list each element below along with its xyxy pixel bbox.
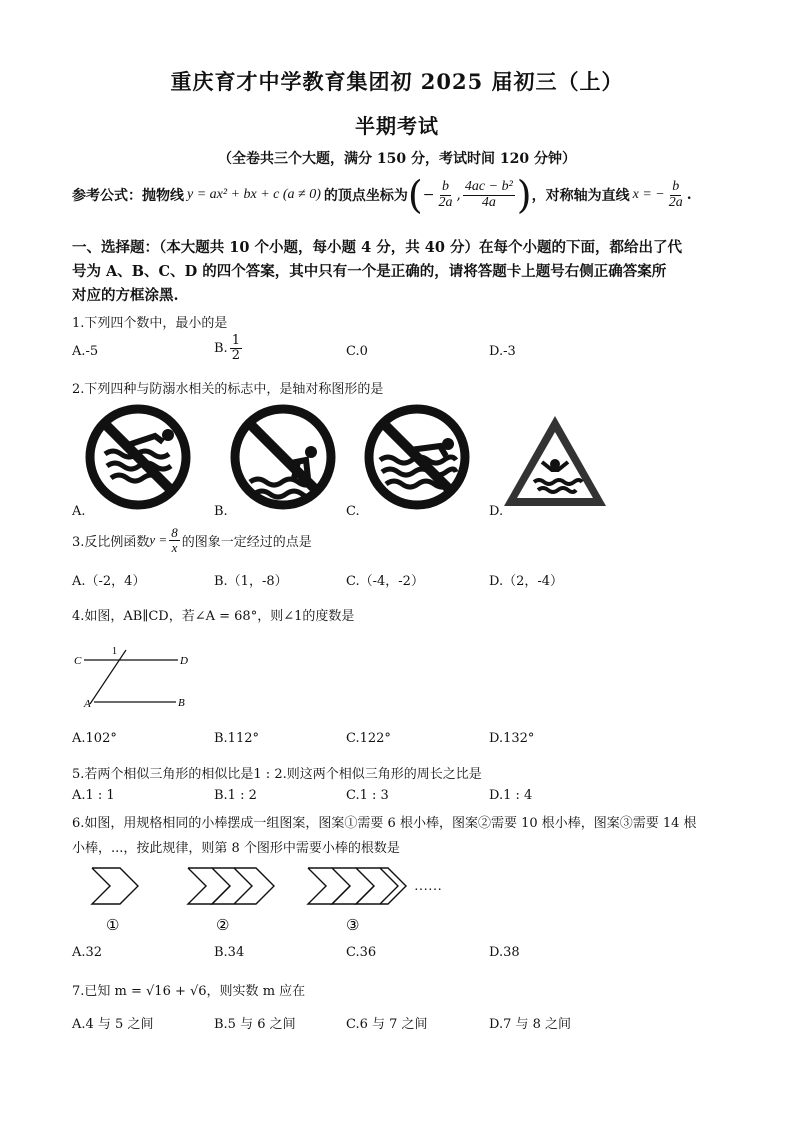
exam-note: （全卷共三个大题，满分 150 分，考试时间 120 分钟） — [218, 151, 576, 167]
q3-option-b[interactable]: B.（1，-8） — [214, 574, 288, 589]
q5-stem: 5.若两个相似三角形的相似比是1 : 2.则这两个相似三角形的周长之比是 — [72, 767, 482, 782]
q3-stem: 3.反比例函数 y = $\frac{8}{x}$ 的图象一定经过的点是 — [72, 525, 312, 555]
label-a: A — [84, 698, 91, 710]
q4-option-d[interactable]: D.132° — [489, 731, 535, 746]
q6-chevron-pattern-figure — [88, 866, 458, 936]
label-c: C — [74, 655, 82, 667]
exam-title: 重庆育才中学教育集团初 2025 届初三（上） — [170, 69, 624, 94]
no-swimming-sign-icon — [362, 402, 472, 514]
q5-option-d[interactable]: D.1 : 4 — [489, 788, 533, 803]
q1-option-b[interactable]: B. $\frac{1}{2}$ — [214, 333, 240, 363]
q6-option-c[interactable]: C.36 — [346, 945, 377, 960]
q7-option-b[interactable]: B.5 与 6 之间 — [214, 1017, 296, 1032]
no-swimming-sign-icon — [85, 402, 195, 514]
q5-option-b[interactable]: B.1 : 2 — [214, 788, 257, 803]
q6-dots: …… — [414, 879, 442, 894]
section-1-instructions: 一、选择题：（本大题共 10 个小题，每小题 4 分，共 40 分）在每个小题的下面，都给出了代 号为 A、B、C、D 的四个答案，其中只有一个是正确的，请将答题卡上题号右侧正确答案所 对应的方框涂黑. — [72, 239, 682, 304]
q7-stem: 7.已知 m = √16 + √6，则实数 m 应在 — [72, 984, 306, 999]
q6-label-2: ② — [216, 918, 230, 934]
q2-option-c[interactable]: C. — [346, 504, 360, 519]
label-angle-1: 1 — [112, 646, 117, 657]
q4-parallel-lines-figure — [70, 642, 200, 712]
q7-option-d[interactable]: D.7 与 8 之间 — [489, 1017, 572, 1032]
q6-option-a[interactable]: A.32 — [72, 945, 103, 960]
q4-option-a[interactable]: A.102° — [72, 731, 117, 746]
label-d: D — [180, 655, 188, 667]
q1-option-a[interactable]: A.-5 — [72, 344, 99, 359]
q4-option-c[interactable]: C.122° — [346, 731, 391, 746]
label-b: B — [178, 697, 185, 709]
q6-option-d[interactable]: D.38 — [489, 945, 520, 960]
q3-option-c[interactable]: C.（-4，-2） — [346, 574, 424, 589]
no-diving-sign-icon — [228, 402, 338, 514]
q6-label-1: ① — [106, 918, 120, 934]
q6-label-3: ③ — [346, 918, 360, 934]
q3-option-a[interactable]: A.（-2，4） — [72, 574, 146, 589]
q4-option-b[interactable]: B.112° — [214, 731, 259, 746]
reference-formula: 参考公式：抛物线 y = ax² + bx + c (a ≠ 0) 的顶点坐标为 ( − $\frac{b}{2a}$ , $\frac{\text{4ac − b²}}{4a}$ ) ，对称轴为直线 x = − $\frac{b}{2a}$ . — [72, 173, 692, 217]
q1-stem: 1.下列四个数中，最小的是 — [72, 316, 228, 331]
q2-option-b[interactable]: B. — [214, 504, 228, 519]
drowning-warning-triangle-icon — [500, 412, 610, 512]
q7-option-a[interactable]: A.4 与 5 之间 — [72, 1017, 154, 1032]
q3-option-d[interactable]: D.（2，-4） — [489, 574, 564, 589]
q2-option-a[interactable]: A. — [72, 504, 86, 519]
q1-option-c[interactable]: C.0 — [346, 344, 368, 359]
q6-stem: 6.如图，用规格相同的小棒摆成一组图案，图案①需要 6 根小棒，图案②需要 10 根小棒，图案③需要 14 根 小棒，...，按此规律，则第 8 个图形中需要小棒的根数是 — [72, 816, 697, 856]
q5-option-a[interactable]: A.1 : 1 — [72, 788, 115, 803]
q5-option-c[interactable]: C.1 : 3 — [346, 788, 389, 803]
q2-stem: 2.下列四种与防溺水相关的标志中，是轴对称图形的是 — [72, 382, 384, 397]
q6-option-b[interactable]: B.34 — [214, 945, 245, 960]
exam-subtitle: 半期考试 — [355, 114, 439, 138]
q2-option-d[interactable]: D. — [489, 504, 504, 519]
q1-option-d[interactable]: D.-3 — [489, 344, 516, 359]
q7-option-c[interactable]: C.6 与 7 之间 — [346, 1017, 428, 1032]
q4-stem: 4.如图，AB∥CD，若∠A = 68°，则∠1的度数是 — [72, 609, 355, 624]
